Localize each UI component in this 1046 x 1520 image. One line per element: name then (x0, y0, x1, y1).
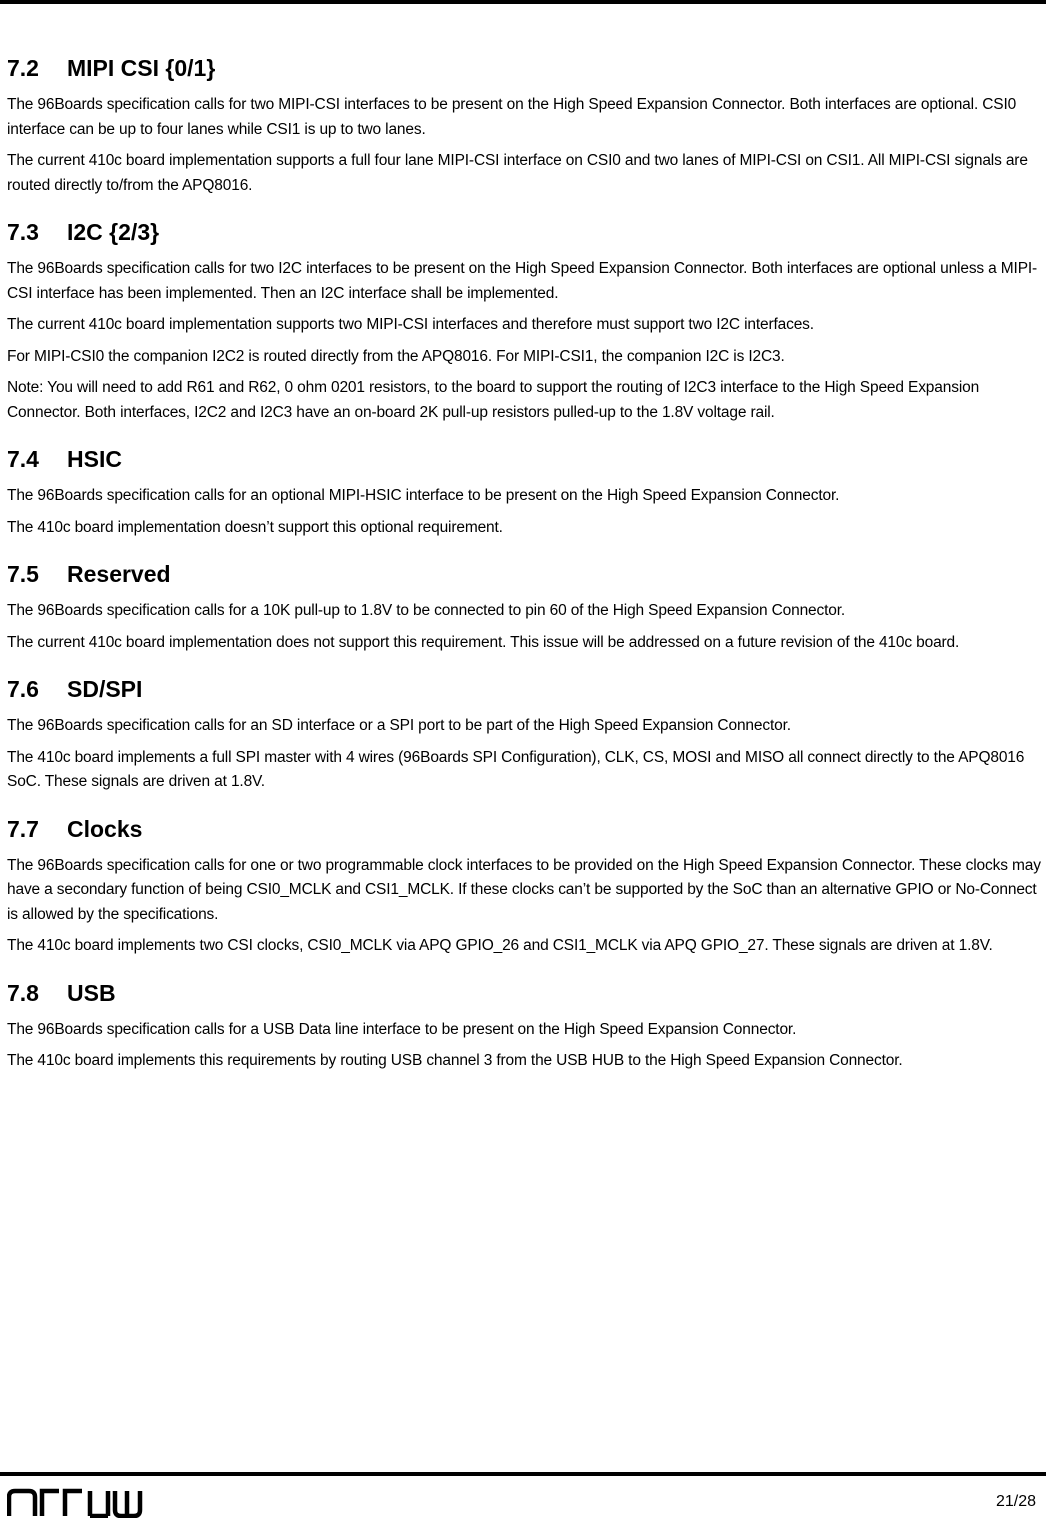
section-title: USB (67, 979, 116, 1006)
section-heading (7, 218, 1043, 246)
section-heading (7, 979, 1043, 1007)
paragraph: Note: You will need to add R61 and R62, 0 ohm 0201 resistors, to the board to support the routing of I2C3 interface to the High Speed Expansion Connector. Both interfaces, I2C2 and I2C3 have an on-board 2K pull-up resistors pulled-up to the 1.8V voltage rail. (7, 379, 980, 421)
arrow-logo (7, 1488, 143, 1518)
section-title: HSIC (67, 446, 122, 472)
paragraph: The 96Boards specification calls for two I2C interfaces to be present on the High Speed Expansion Connector. Both interfaces are optional unless a MIPI-CSI interface has been implemented. Then an I2C interface shall be implemented. (7, 260, 1038, 302)
paragraph: The 410c board implements a full SPI master with 4 wires (96Boards SPI Configuration), CLK, CS, MOSI and MISO all connect directly to the APQ8016 SoC. These signals are driven at 1.8V. (7, 748, 1025, 790)
section-7-2 (7, 54, 1043, 198)
section-7-3 (7, 218, 1043, 425)
paragraph: For MIPI-CSI0 the companion I2C2 is routed directly from the APQ8016. For MIPI-CSI1, the companion I2C is I2C3. (7, 347, 785, 365)
section-title: Reserved (67, 561, 171, 587)
paragraph: The 96Boards specification calls for an SD interface or a SPI port to be part of the High Speed Expansion Connector. (7, 717, 791, 734)
section-number: 7.3 (7, 219, 39, 245)
footer-rule (0, 1472, 1046, 1476)
header-rule (0, 0, 1046, 4)
paragraph: The 410c board implements two CSI clocks, CSI0_MCLK via APQ GPIO_26 and CSI1_MCLK via APQ GPIO_27. These signals are driven at 1.8V. (7, 937, 993, 954)
section-number: 7.6 (7, 676, 39, 702)
paragraph: The current 410c board implementation supports two MIPI-CSI interfaces and therefore must support two I2C interfaces. (7, 316, 814, 333)
section-number: 7.8 (7, 979, 39, 1006)
section-7-7 (7, 815, 1043, 959)
section-number: 7.7 (7, 815, 39, 842)
paragraph: The current 410c board implementation does not support this requirement. This issue will be addressed on a future revision of the 410c board. (7, 633, 960, 651)
paragraph: The 410c board implementation doesn’t support this optional requirement. (7, 518, 503, 536)
page-number: 21/28 (995, 1493, 1036, 1510)
section-heading (7, 445, 1043, 473)
section-title: I2C {2/3} (67, 219, 160, 245)
section-heading (7, 815, 1043, 843)
section-number: 7.2 (7, 55, 39, 81)
section-title: MIPI CSI {0/1} (67, 55, 216, 81)
section-title: Clocks (67, 815, 143, 842)
section-7-8 (7, 979, 1043, 1074)
section-7-5 (7, 560, 1043, 655)
paragraph: The 96Boards specification calls for a USB Data line interface to be present on the High Speed Expansion Connector. (7, 1020, 797, 1038)
section-number: 7.5 (7, 561, 39, 587)
section-heading (7, 54, 1043, 82)
paragraph: The 410c board implements this requirements by routing USB channel 3 from the USB HUB to the High Speed Expansion Connector. (7, 1052, 903, 1069)
document-body (7, 54, 1043, 1081)
paragraph: The 96Boards specification calls for an optional MIPI-HSIC interface to be present on the High Speed Expansion Connector. (7, 487, 840, 504)
paragraph: The 96Boards specification calls for one or two programmable clock interfaces to be provided on the High Speed Expansion Connector. These clocks may have a secondary function of being CSI0_MCLK and CSI1_MCLK. If these clocks can’t be supported by the SoC than an alternative GPIO or No-Connect is allowed by the specifications. (7, 856, 1041, 923)
section-7-6 (7, 675, 1043, 795)
paragraph: The 96Boards specification calls for two MIPI-CSI interfaces to be present on the High Speed Expansion Connector. Both interfaces are optional. CSI0 interface can be up to four lanes while CSI1 is up to two lanes. (7, 96, 1017, 138)
section-heading (7, 560, 1043, 588)
section-number: 7.4 (7, 446, 39, 472)
paragraph: The 96Boards specification calls for a 10K pull-up to 1.8V to be connected to pin 60 of the High Speed Expansion Connector. (7, 602, 846, 619)
section-7-4 (7, 445, 1043, 540)
section-title: SD/SPI (67, 676, 143, 702)
paragraph: The current 410c board implementation supports a full four lane MIPI-CSI interface on CSI0 and two lanes of MIPI-CSI on CSI1. All MIPI-CSI signals are routed directly to/from the APQ8016. (7, 152, 1028, 194)
section-heading (7, 675, 1043, 703)
